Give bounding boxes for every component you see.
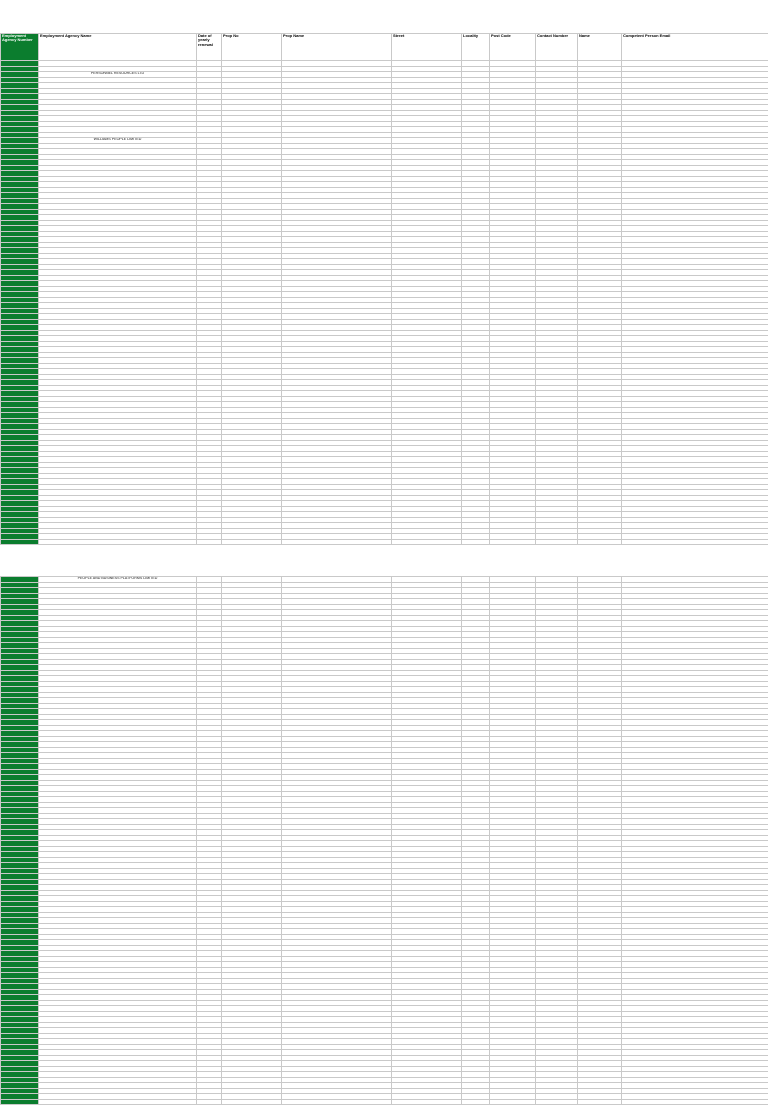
locality-cell xyxy=(462,539,490,545)
name-cell xyxy=(578,539,622,545)
header-locality: Locality xyxy=(462,34,490,61)
prop-no-cell xyxy=(222,539,282,545)
header-name: Name xyxy=(578,34,622,61)
contact-number-cell xyxy=(536,1099,578,1105)
email-cell xyxy=(622,539,768,545)
contact-number-cell xyxy=(536,539,578,545)
prop-name-cell xyxy=(282,1099,392,1105)
table-row xyxy=(1,539,768,545)
post-code-cell xyxy=(490,1099,536,1105)
header-date-yearly-renewal: Date of yearly renewal xyxy=(197,34,222,61)
agency-number-cell xyxy=(1,1099,39,1105)
header-contact-number: Contact Number xyxy=(536,34,578,61)
table-row xyxy=(1,1099,768,1105)
agency-table-block-2 xyxy=(0,576,768,1105)
agency-number-cell xyxy=(1,539,39,545)
header-post-code: Post Code xyxy=(490,34,536,61)
agency-rows-block-1 xyxy=(1,61,768,545)
street-cell xyxy=(392,539,462,545)
agency-name-cell: WILLIAMS PEOPLE LIMITED xyxy=(39,138,197,144)
header-prop-name: Prop Name xyxy=(282,34,392,61)
agency-table-block-1 xyxy=(0,33,768,545)
header-email: Competent Person Email xyxy=(622,34,768,61)
date-cell xyxy=(197,539,222,545)
street-cell xyxy=(392,1099,462,1105)
header-agency-number: Employment Agency Number xyxy=(1,34,39,61)
header-agency-name: Employment Agency Name xyxy=(39,34,197,61)
date-cell xyxy=(197,1099,222,1105)
post-code-cell xyxy=(490,539,536,545)
name-cell xyxy=(578,1099,622,1105)
agency-name-cell xyxy=(39,539,197,545)
agency-rows-block-2 xyxy=(1,577,768,1105)
email-cell xyxy=(622,1099,768,1105)
agency-name-cell: PERSONNEL RESOURCES LTD xyxy=(39,72,197,78)
locality-cell xyxy=(462,1099,490,1105)
prop-name-cell xyxy=(282,539,392,545)
header-row xyxy=(1,34,768,61)
header-prop-no: Prop No xyxy=(222,34,282,61)
prop-no-cell xyxy=(222,1099,282,1105)
agency-name-cell: PEOPLE AND BUSINESS PLATFORMS LIMITED xyxy=(39,577,197,583)
header-street: Street xyxy=(392,34,462,61)
agency-name-cell xyxy=(39,1099,197,1105)
